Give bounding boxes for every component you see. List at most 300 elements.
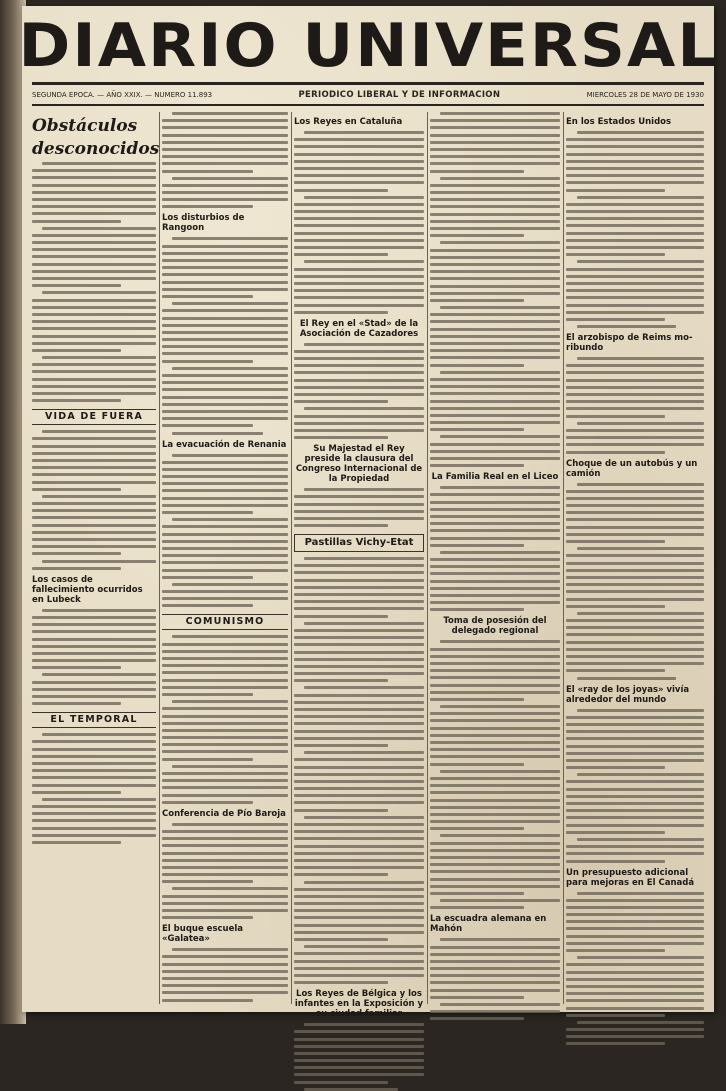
text-line bbox=[32, 299, 156, 302]
text-line bbox=[440, 938, 560, 941]
text-line bbox=[162, 461, 288, 464]
text-line bbox=[430, 763, 524, 766]
text-line bbox=[32, 459, 156, 462]
text-line bbox=[430, 392, 560, 395]
text-line bbox=[566, 562, 704, 565]
text-line bbox=[566, 497, 704, 500]
text-line bbox=[42, 227, 156, 230]
text-line bbox=[162, 880, 253, 883]
text-line bbox=[32, 805, 156, 808]
text-line bbox=[32, 212, 156, 215]
text-line bbox=[577, 196, 704, 199]
text-line bbox=[430, 989, 560, 992]
article-body-text bbox=[162, 237, 288, 434]
text-line bbox=[162, 540, 288, 543]
text-line bbox=[304, 1088, 398, 1091]
text-line bbox=[294, 974, 424, 977]
text-line bbox=[162, 198, 288, 201]
text-line bbox=[577, 709, 704, 712]
text-line bbox=[566, 780, 704, 783]
text-line bbox=[430, 162, 560, 165]
article-headline: El buque escuela «Galatea» bbox=[162, 924, 244, 945]
text-line bbox=[430, 777, 560, 780]
text-line bbox=[172, 432, 263, 435]
article-body-text bbox=[294, 343, 424, 439]
text-line bbox=[32, 335, 156, 338]
text-line bbox=[162, 999, 253, 1002]
text-line bbox=[440, 371, 560, 374]
text-line bbox=[566, 824, 704, 827]
text-line bbox=[566, 318, 665, 321]
text-line bbox=[162, 424, 253, 427]
text-line bbox=[162, 722, 288, 725]
text-line bbox=[430, 558, 560, 561]
column-divider bbox=[427, 112, 428, 1004]
text-line bbox=[304, 343, 424, 346]
text-line bbox=[172, 823, 288, 826]
text-line bbox=[430, 594, 560, 597]
text-line bbox=[440, 770, 560, 773]
text-line bbox=[440, 486, 560, 489]
text-line bbox=[172, 237, 288, 240]
article-headline: Los Reyes de Bélgica y los infantes en la Exposición y su ciudad familiar bbox=[294, 989, 424, 1020]
article-body-text bbox=[430, 938, 560, 1020]
text-line bbox=[566, 845, 704, 848]
text-line bbox=[566, 802, 704, 805]
column-3 bbox=[294, 112, 424, 1020]
text-line bbox=[566, 999, 704, 1002]
article-body-text bbox=[566, 357, 704, 453]
text-line bbox=[294, 852, 424, 855]
text-line bbox=[430, 1017, 524, 1020]
text-line bbox=[430, 906, 524, 909]
text-line bbox=[566, 935, 704, 938]
text-line bbox=[162, 909, 288, 912]
column-4 bbox=[430, 112, 560, 1004]
text-line bbox=[577, 1021, 704, 1024]
text-line bbox=[162, 779, 288, 782]
text-line bbox=[162, 852, 288, 855]
text-line bbox=[566, 669, 665, 672]
text-line bbox=[304, 1023, 424, 1026]
text-line bbox=[32, 220, 121, 223]
text-line bbox=[32, 567, 121, 570]
text-line bbox=[430, 565, 560, 568]
text-line bbox=[440, 435, 560, 438]
text-line bbox=[566, 662, 704, 665]
text-line bbox=[162, 331, 288, 334]
text-line bbox=[32, 638, 156, 641]
text-line bbox=[430, 537, 560, 540]
text-line bbox=[32, 445, 156, 448]
text-line bbox=[430, 870, 560, 873]
text-line bbox=[32, 169, 156, 172]
text-line bbox=[566, 963, 704, 966]
text-line bbox=[294, 311, 388, 314]
text-line bbox=[430, 892, 524, 895]
text-line bbox=[32, 370, 156, 373]
text-line bbox=[162, 497, 288, 500]
text-line bbox=[42, 356, 156, 359]
text-line bbox=[304, 131, 424, 134]
text-line bbox=[430, 263, 560, 266]
text-line bbox=[32, 762, 156, 765]
text-line bbox=[430, 414, 560, 417]
text-line bbox=[162, 561, 288, 564]
text-line bbox=[32, 466, 156, 469]
text-line bbox=[430, 572, 560, 575]
text-line bbox=[32, 784, 156, 787]
text-line bbox=[294, 524, 388, 527]
article-body-text bbox=[430, 486, 560, 611]
text-line bbox=[430, 285, 560, 288]
text-line bbox=[162, 396, 288, 399]
text-line bbox=[430, 313, 560, 316]
text-line bbox=[577, 892, 704, 895]
text-line bbox=[294, 773, 424, 776]
text-line bbox=[294, 615, 388, 618]
text-line bbox=[162, 758, 253, 761]
text-line bbox=[294, 304, 424, 307]
text-line bbox=[294, 694, 424, 697]
text-line bbox=[32, 320, 156, 323]
article-headline: La escuadra alemana en Mahón bbox=[430, 914, 547, 935]
text-line bbox=[32, 284, 121, 287]
text-line bbox=[162, 837, 288, 840]
text-line bbox=[162, 533, 288, 536]
text-line bbox=[162, 482, 288, 485]
text-line bbox=[42, 495, 156, 498]
text-line bbox=[566, 920, 704, 923]
text-line bbox=[430, 842, 560, 845]
text-line bbox=[294, 895, 424, 898]
column-1 bbox=[32, 112, 160, 1004]
text-line bbox=[162, 475, 288, 478]
text-line bbox=[172, 948, 288, 951]
text-line bbox=[294, 593, 424, 596]
text-line bbox=[162, 360, 253, 363]
masthead-rule-top bbox=[32, 82, 704, 85]
text-line bbox=[566, 203, 704, 206]
text-line bbox=[430, 820, 560, 823]
text-line bbox=[294, 715, 424, 718]
masthead-title: DIARIO UNIVERSAL bbox=[18, 11, 720, 81]
article-headline: El Rey en el «Stad» de la Asociación de Cazadores bbox=[299, 318, 419, 339]
text-line bbox=[430, 421, 560, 424]
text-line bbox=[566, 386, 704, 389]
article-headline: Obstáculos bbox=[32, 116, 138, 136]
text-line bbox=[32, 342, 156, 345]
text-line bbox=[294, 837, 424, 840]
text-line bbox=[294, 600, 424, 603]
text-line bbox=[566, 253, 665, 256]
text-line bbox=[577, 422, 704, 425]
text-line bbox=[162, 729, 288, 732]
text-line bbox=[294, 579, 424, 582]
text-line bbox=[32, 327, 156, 330]
text-line bbox=[430, 734, 560, 737]
text-line bbox=[294, 801, 424, 804]
text-line bbox=[430, 227, 560, 230]
text-line bbox=[32, 827, 156, 830]
text-line bbox=[32, 306, 156, 309]
text-line bbox=[32, 392, 156, 395]
text-line bbox=[566, 942, 704, 945]
text-line bbox=[566, 407, 704, 410]
text-line bbox=[32, 645, 156, 648]
text-line bbox=[430, 967, 560, 970]
text-line bbox=[294, 153, 424, 156]
text-line bbox=[430, 335, 560, 338]
text-line bbox=[162, 511, 253, 514]
article-body-text bbox=[566, 131, 704, 328]
text-line bbox=[566, 138, 704, 141]
text-line bbox=[566, 282, 704, 285]
text-line bbox=[566, 971, 704, 974]
text-line bbox=[162, 388, 288, 391]
text-line bbox=[294, 708, 424, 711]
text-line bbox=[566, 504, 704, 507]
text-line bbox=[32, 385, 156, 388]
text-line bbox=[32, 791, 121, 794]
text-line bbox=[430, 205, 560, 208]
text-line bbox=[566, 189, 665, 192]
text-line bbox=[430, 691, 560, 694]
text-line bbox=[430, 827, 524, 830]
text-line bbox=[430, 712, 560, 715]
text-line bbox=[430, 981, 560, 984]
text-line bbox=[566, 831, 665, 834]
text-line bbox=[162, 162, 288, 165]
text-line bbox=[566, 1007, 704, 1010]
text-line bbox=[294, 1081, 388, 1084]
text-line bbox=[566, 518, 704, 521]
text-line bbox=[566, 451, 665, 454]
text-line bbox=[430, 126, 560, 129]
text-line bbox=[172, 112, 288, 115]
text-line bbox=[294, 282, 424, 285]
text-line bbox=[32, 481, 156, 484]
article-headline: Los Reyes en Cataluña bbox=[294, 117, 403, 127]
text-line bbox=[430, 134, 560, 137]
text-line bbox=[32, 545, 156, 548]
text-line bbox=[294, 400, 388, 403]
text-line bbox=[162, 141, 288, 144]
text-line bbox=[162, 693, 253, 696]
text-line bbox=[294, 1045, 424, 1048]
text-line bbox=[32, 277, 156, 280]
text-line bbox=[430, 342, 560, 345]
article-headline: Toma de posesión del delegado regional bbox=[443, 616, 547, 637]
text-line bbox=[304, 260, 424, 263]
text-line bbox=[294, 960, 424, 963]
text-line bbox=[566, 239, 704, 242]
article-headline: La Familia Real en el Liceo bbox=[431, 472, 559, 483]
text-line bbox=[32, 538, 156, 541]
text-line bbox=[294, 787, 424, 790]
text-line bbox=[294, 224, 424, 227]
text-line bbox=[32, 248, 156, 251]
text-line bbox=[440, 705, 560, 708]
text-line bbox=[294, 902, 424, 905]
text-line bbox=[162, 859, 288, 862]
text-line bbox=[162, 374, 288, 377]
text-line bbox=[566, 1014, 665, 1017]
article-body-text bbox=[430, 640, 560, 909]
text-line bbox=[32, 776, 156, 779]
text-line bbox=[162, 650, 288, 653]
text-line bbox=[162, 963, 288, 966]
text-line bbox=[32, 616, 156, 619]
text-line bbox=[162, 991, 288, 994]
text-line bbox=[430, 249, 560, 252]
article-body-text bbox=[162, 823, 288, 919]
text-line bbox=[430, 878, 560, 881]
text-line bbox=[566, 641, 704, 644]
text-line bbox=[32, 623, 156, 626]
text-line bbox=[162, 794, 288, 797]
article-body-text bbox=[430, 112, 560, 467]
text-line bbox=[430, 684, 560, 687]
text-line bbox=[162, 259, 288, 262]
text-line bbox=[577, 260, 704, 263]
text-line bbox=[32, 488, 121, 491]
text-line bbox=[294, 510, 424, 513]
text-line bbox=[294, 737, 424, 740]
text-line bbox=[294, 379, 424, 382]
text-line bbox=[430, 191, 560, 194]
text-line bbox=[294, 189, 388, 192]
text-line bbox=[430, 946, 560, 949]
text-line bbox=[430, 501, 560, 504]
text-line bbox=[430, 234, 524, 237]
text-line bbox=[430, 863, 560, 866]
text-line bbox=[162, 345, 288, 348]
article-body-text bbox=[32, 430, 156, 570]
text-line bbox=[162, 736, 288, 739]
text-line bbox=[294, 809, 388, 812]
text-line bbox=[440, 640, 560, 643]
text-line bbox=[32, 378, 156, 381]
text-line bbox=[294, 364, 424, 367]
text-line bbox=[440, 834, 560, 837]
text-line bbox=[566, 852, 704, 855]
text-line bbox=[42, 798, 156, 801]
text-line bbox=[162, 468, 288, 471]
text-line bbox=[162, 844, 288, 847]
text-line bbox=[294, 766, 424, 769]
text-line bbox=[566, 730, 704, 733]
text-line bbox=[294, 651, 424, 654]
text-line bbox=[294, 429, 424, 432]
text-line bbox=[304, 816, 424, 819]
text-line bbox=[566, 899, 704, 902]
text-line bbox=[566, 275, 704, 278]
text-line bbox=[162, 686, 288, 689]
text-line bbox=[577, 357, 704, 360]
text-line bbox=[162, 707, 288, 710]
text-line bbox=[566, 145, 704, 148]
text-line bbox=[32, 234, 156, 237]
text-line bbox=[162, 597, 288, 600]
text-line bbox=[162, 170, 253, 173]
text-line bbox=[162, 417, 288, 420]
text-line bbox=[430, 960, 560, 963]
text-line bbox=[440, 306, 560, 309]
text-line bbox=[566, 752, 704, 755]
text-line bbox=[430, 698, 524, 701]
text-line bbox=[294, 744, 388, 747]
text-line bbox=[294, 181, 424, 184]
text-line bbox=[162, 410, 288, 413]
text-line bbox=[566, 737, 704, 740]
text-line bbox=[42, 733, 156, 736]
text-line bbox=[430, 755, 560, 758]
text-line bbox=[32, 740, 156, 743]
text-line bbox=[430, 450, 560, 453]
text-line bbox=[294, 873, 388, 876]
text-line bbox=[294, 924, 424, 927]
text-line bbox=[162, 126, 288, 129]
text-line bbox=[294, 357, 424, 360]
text-line bbox=[304, 488, 424, 491]
text-line bbox=[430, 608, 524, 611]
text-line bbox=[566, 429, 704, 432]
text-line bbox=[294, 636, 424, 639]
text-line bbox=[32, 688, 156, 691]
text-line bbox=[430, 277, 560, 280]
text-line bbox=[32, 666, 121, 669]
text-line bbox=[32, 452, 156, 455]
text-line bbox=[294, 564, 424, 567]
text-line bbox=[294, 780, 424, 783]
text-line bbox=[430, 184, 560, 187]
text-line bbox=[566, 526, 704, 529]
text-line bbox=[566, 436, 704, 439]
text-line bbox=[32, 630, 156, 633]
newspaper-tagline: PERIODICO LIBERAL Y DE INFORMACION bbox=[298, 90, 501, 100]
text-line bbox=[32, 399, 121, 402]
text-line bbox=[162, 671, 288, 674]
text-line bbox=[430, 676, 560, 679]
text-line bbox=[577, 956, 704, 959]
text-line bbox=[430, 220, 560, 223]
text-line bbox=[294, 1066, 424, 1069]
article-headline: Pastillas Vichy-Etat bbox=[294, 534, 424, 552]
text-line bbox=[32, 313, 156, 316]
text-line bbox=[294, 517, 424, 520]
text-line bbox=[430, 493, 560, 496]
text-line bbox=[304, 196, 424, 199]
text-line bbox=[566, 246, 704, 249]
text-line bbox=[162, 786, 288, 789]
text-line bbox=[430, 669, 560, 672]
text-line bbox=[566, 648, 704, 651]
text-line bbox=[430, 799, 560, 802]
text-line bbox=[32, 524, 156, 527]
text-line bbox=[566, 576, 704, 579]
text-line bbox=[566, 949, 665, 952]
text-line bbox=[162, 916, 253, 919]
text-line bbox=[566, 289, 704, 292]
text-line bbox=[294, 174, 424, 177]
text-line bbox=[294, 268, 424, 271]
text-line bbox=[430, 464, 524, 467]
text-line bbox=[162, 352, 288, 355]
text-line bbox=[42, 673, 156, 676]
text-line bbox=[430, 856, 560, 859]
article-body-text bbox=[566, 892, 704, 1046]
